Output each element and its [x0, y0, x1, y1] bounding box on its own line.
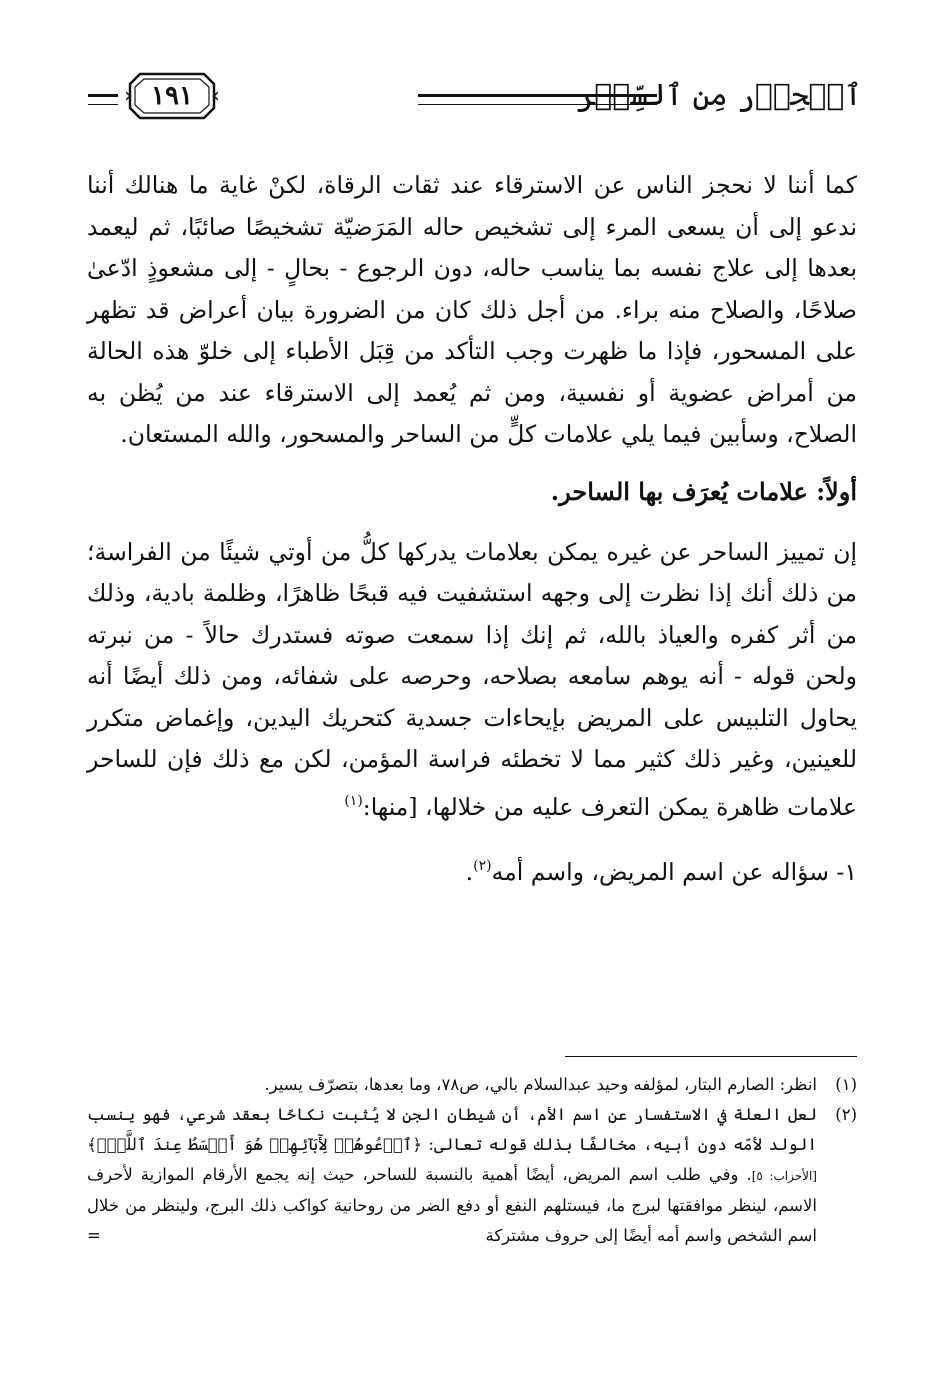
page-number: ١٩١	[151, 81, 193, 111]
list-item	[87, 846, 857, 894]
list-item-end: .	[465, 858, 474, 886]
quran-source: [الأحزاب: ٥]	[751, 1169, 817, 1183]
footnote-text: انظر: الصارم البتار، لمؤلفه وحيد عبدالسلام بالي، ص٧٨، وما بعدها، بتصرّف يسير.	[264, 1075, 817, 1094]
continuation-mark: =	[87, 1226, 101, 1245]
page-number-frame	[126, 70, 218, 122]
footnote-text	[87, 1100, 817, 1251]
footnote-text-b: . وفي طلب اسم المريض، أيضًا أهمية بالنسبة للساحر، حيث إنه يجمع الأرقام الموازية لأحرف الاسم، لينظر موافقتها لبرج ما، فيستلهم النفع أو دفع الضر من روحانية كواكب ذلك البرج، ولينظر من خلال اسم الشخص واسم أمه أيضًا إلى حروف مشتركة	[87, 1165, 817, 1245]
section-paragraph-text: إن تمييز الساحر عن غيره يمكن بعلامات يدركها كلُّ من أوتي شيئًا من الفراسة؛ من ذلك أنك إذا نظرت إلى وجهه استشفيت فيه قبحًا ظاهرًا، وظلمة بادية، وذلك من أثر كفره والعياذ بالله، ثم إنك إذا سمعت صوته فستدرك حالاً - من نبرته ولحن قوله - أنه يوهم سامعه بصلاحه، وحرصه على شفائه، ومن ذلك أيضًا أنه يحاول التلبيس على المريض بإيحاءات جسدية كتحريك اليدين، وإغماض متكرر للعينين، وغير ذلك كثير مما لا تخطئه فراسة المؤمن، لكن مع ذلك فإن للساحر علامات ظاهرة يمكن التعرف عليه من خلالها، [منها:	[87, 537, 857, 821]
footnote-text-a: لعل العلة في الاستفسار عن اسم الأم، أن شيطان الجن لا يُثبت نكاحًا بعقد شرعي، فهو ينسب الولد لأمّه دون أبيه، مخالفًا بذلك قوله تعالى: ﴿ٱدۡعُوهُمۡ لِأٓبَآئِهِمۡ هُوَ أَقۡسَطُ عِندَ ٱللَّهِۚ﴾	[87, 1105, 817, 1154]
section-heading: أولاً: علامات يُعرَف بها الساحر.	[550, 476, 857, 506]
main-text	[87, 165, 857, 894]
footnote-number: (٢)	[835, 1105, 857, 1124]
footnote-ref-1[interactable]: (١)	[344, 792, 363, 809]
footnote-1	[87, 1070, 857, 1100]
intro-paragraph: كما أننا لا نحجز الناس عن الاسترقاء عند ثقات الرقاة، لكنْ غاية ما هنالك أننا ندعو إلى أن يسعى المرء إلى تشخيص حاله المَرَضيّة تشخيصًا صائبًا، ثم ليعمد بعدها إلى علاج نفسه بما يناسب حاله، دون الرجوع - بحالٍ - إلى مشعوذٍ ادّعىٰ صلاحًا، والصلاح منه براء. من أجل ذلك كان من الضرورة بيان أعراض قد تظهر على المسحور، فإذا ما ظهرت وجب التأكد من قِبَل الأطباء إلى خلوّ هذه الحالة من أمراض عضوية أو نفسية، ومن ثم يُعمد إلى الاسترقاء عند من يُظن به الصلاح، وسأبين فيما يلي علامات كلٍّ من الساحر والمسحور، والله المستعان.	[87, 171, 857, 448]
footnote-2	[87, 1100, 857, 1251]
footnote-ref-2[interactable]: (٢)	[473, 858, 492, 874]
footnote-separator	[565, 1056, 857, 1057]
header-rule-left	[88, 94, 118, 105]
section-paragraph	[87, 532, 857, 829]
page-header	[88, 70, 862, 130]
list-item-number: ١-	[836, 858, 857, 886]
footnotes	[87, 1070, 857, 1251]
running-title: ٱلۡحِذۡر مِن ٱلسِّحۡر	[576, 78, 862, 113]
header-rule	[418, 94, 657, 105]
list-item-text: سؤاله عن اسم المريض، واسم أمه	[491, 858, 829, 886]
footnote-number: (١)	[835, 1075, 857, 1094]
